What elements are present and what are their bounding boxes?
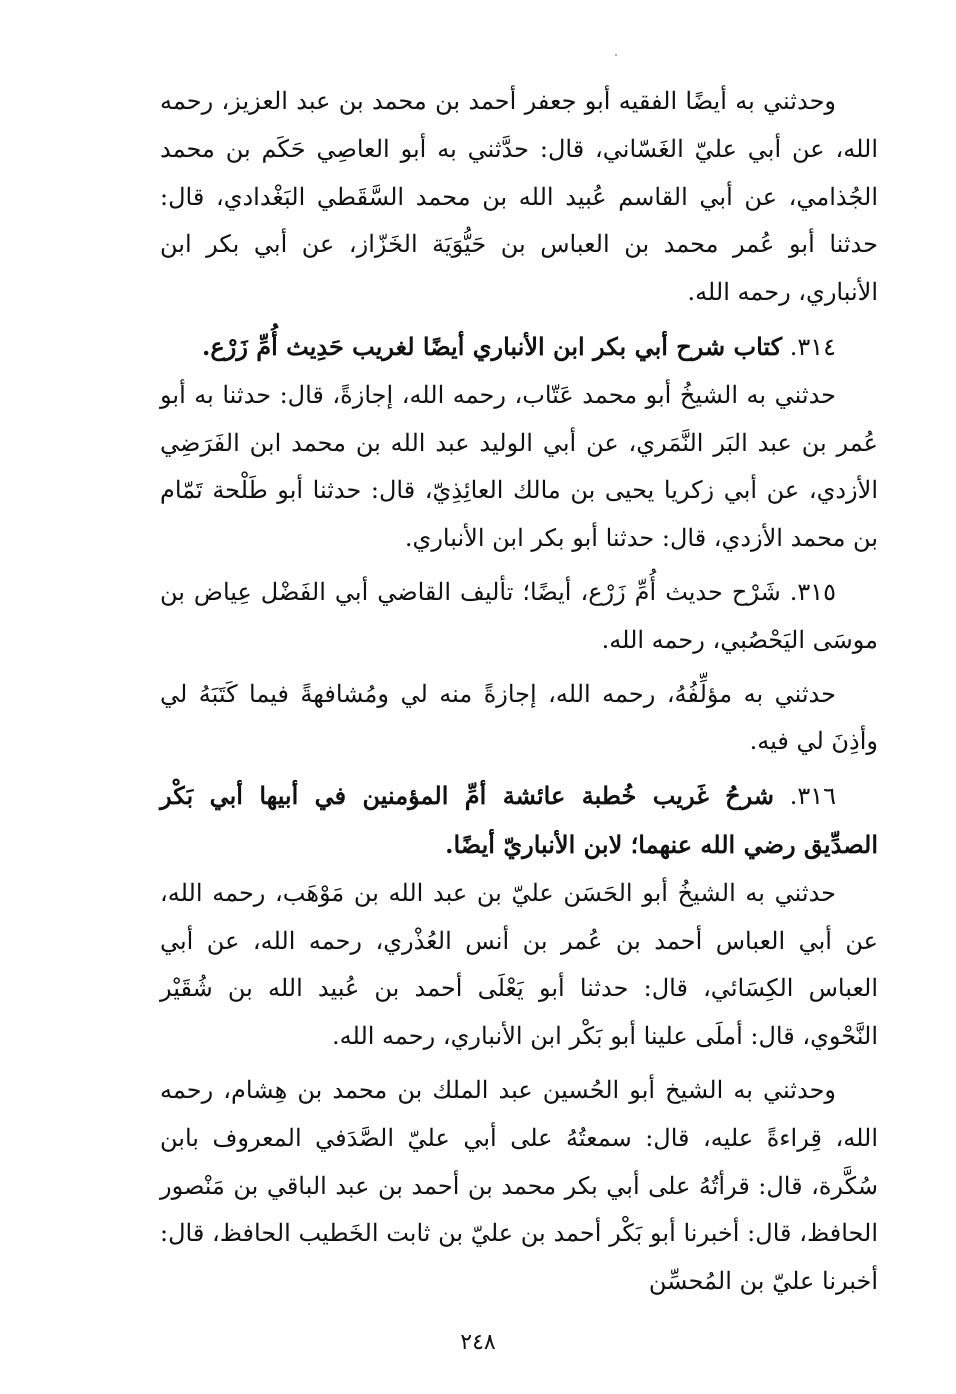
print-speck: [615, 54, 617, 56]
entry-title: كتاب شرح أبي بكر ابن الأنباري أيضًا لغريب حَدِيث أُمِّ زَرْع.: [202, 331, 783, 361]
entry-title: شرحُ غَريب خُطبة عائشة أمِّ المؤمنين في أبيها أبي بَكْر الصدِّيق رضي الله عنهما؛ لابن الأنباريّ أيضًا.: [160, 781, 878, 859]
page-number: ٢٤٨: [460, 1330, 496, 1355]
book-entry-316: [160, 772, 878, 870]
entry-number: ٣١٦.: [789, 782, 836, 811]
entry-number: ٣١٤.: [789, 332, 836, 361]
chain-paragraph-1: وحدثني به أيضًا الفقيه أبو جعفر أحمد بن محمد بن عبد العزيز، رحمه الله، عن أبي عليّ الغَسّاني، قال: حدَّثني به أبو العاصِي حَكَم بن محمد الجُذامي، عن أبي القاسم عُبيد الله بن محمد السَّقَطي البَغْدادي، قال: حدثنا أبو عُمر محمد بن العباس بن حَيُّوَيَة الخَزّاز، عن أبي بكر ابن الأنباري، رحمه الله.: [160, 87, 878, 307]
book-entry-314: [160, 323, 878, 372]
chain-paragraph-5: وحدثني به الشيخ أبو الحُسين عبد الملك بن محمد بن هِشام، رحمه الله، قِراءةً عليه، قال: سمعتُهُ على أبي عليّ الصَّدَفي المعروف بابن سُكَّرة، قال: قرأتُهُ على أبي بكر محمد بن أحمد بن عبد الباقي بن مَنْصور الحافظ، قال: أخبرنا أبو بَكْر أحمد بن عليّ بن ثابت الخَطيب الحافظ، قال: أخبرنا عليّ بن المُحسِّن: [160, 1075, 878, 1296]
entry-number: ٣١٥.: [789, 577, 836, 606]
book-entry-315: [160, 569, 878, 665]
chain-paragraph-3: حدثني به مؤلِّفُهُ، رحمه الله، إجازةً منه لي ومُشافهةً فيما كَتَبَهُ لي وأذِنَ لي فيه.: [160, 679, 878, 756]
page-body: [160, 78, 878, 1306]
entry-title: شَرْح حديث أُمِّ زَرْع، أيضًا؛ تأليف القاضي أبي الفَضْل عِياض بن موسَى اليَحْصُبي، رحمه الله.: [160, 577, 878, 654]
chain-paragraph-4: حدثني به الشيخُ أبو الحَسَن عليّ بن عبد الله بن مَوْهَب، رحمه الله، عن أبي العباس أحمد بن عُمر بن أنس العُذْري، رحمه الله، عن أبي العباس الكِسَائي، قال: حدثنا أبو يَعْلَى أحمد بن عُبيد الله بن شُقَيْر النَّحْوي، قال: أملَى علينا أبو بَكْر ابن الأنباري، رحمه الله.: [160, 878, 878, 1051]
chain-paragraph-2: حدثني به الشيخُ أبو محمد عَتّاب، رحمه الله، إجازةً، قال: حدثنا به أبو عُمر بن عبد البَر النَّمَري، عن أبي الوليد عبد الله بن محمد ابن الفَرَضِي الأزدي، عن أبي زكريا يحيى بن مالك العائِذِيّ، قال: حدثنا أبو طَلْحة تَمّام بن محمد الأزدي، قال: حدثنا أبو بكر ابن الأنباري.: [160, 380, 878, 553]
